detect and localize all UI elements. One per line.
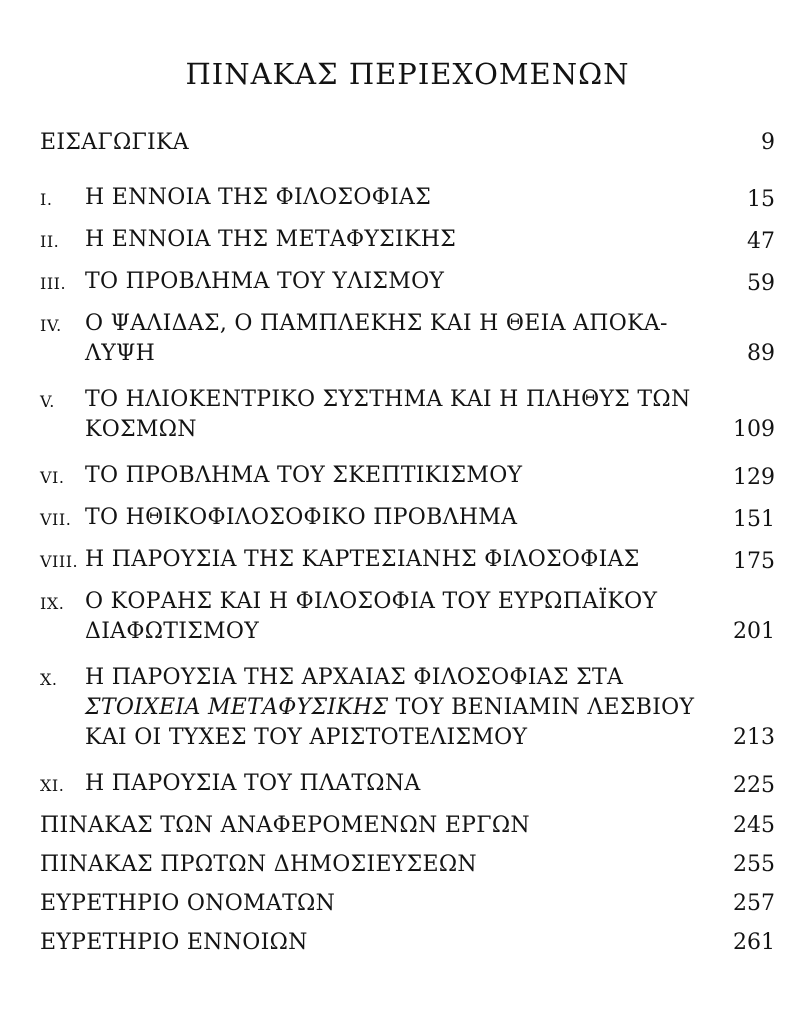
page-title: ΠΙΝΑΚΑΣ ΠΕΡΙΕΧΟΜΕΝΩΝ <box>185 57 630 91</box>
entry-line <box>85 723 723 753</box>
entry-numeral: VII. <box>40 510 72 529</box>
toc-entry <box>40 309 775 369</box>
entry-page-number: 47 <box>747 229 775 254</box>
entry-title <box>40 850 723 880</box>
entry-title-segment: ΕΥΡΕΤΗΡΙΟ ΟΝΟΜΑΤΩΝ <box>40 891 336 916</box>
entry-title <box>40 889 723 919</box>
toc-list <box>40 128 775 958</box>
entry-page-number: 225 <box>733 773 775 798</box>
entry-numeral: V. <box>40 392 55 411</box>
entry-numeral: IX. <box>40 594 65 613</box>
entry-page-number: 89 <box>747 341 775 366</box>
entry-line <box>40 850 723 880</box>
entry-line <box>85 415 723 445</box>
entry-page-number: 59 <box>747 271 775 296</box>
entry-line <box>85 339 723 369</box>
toc-entry <box>40 128 775 158</box>
entry-line <box>85 183 723 213</box>
entry-line <box>85 385 723 415</box>
entry-title-segment: ΤΟ ΗΘΙΚΟΦΙΛΟΣΟΦΙΚΟ ΠΡΟΒΛΗΜΑ <box>85 505 518 530</box>
entry-page-number: 213 <box>733 725 775 750</box>
entry-page-number: 151 <box>733 507 775 532</box>
entry-title <box>85 663 723 753</box>
toc-entry <box>40 225 775 257</box>
entry-title-segment: ΠΙΝΑΚΑΣ ΠΡΩΤΩΝ ΔΗΜΟΣΙΕΥΣΕΩΝ <box>40 852 477 877</box>
entry-page-number: 255 <box>733 852 775 877</box>
entry-title-segment: ΤΟΥ ΒΕΝΙΑΜΙΝ ΛΕΣΒΙΟΥ <box>388 695 695 720</box>
toc-entry <box>40 928 775 958</box>
entry-title <box>40 811 723 841</box>
entry-title <box>85 183 723 213</box>
entry-line <box>85 617 723 647</box>
entry-line <box>40 889 723 919</box>
entry-page-number: 201 <box>733 619 775 644</box>
entry-title-segment: Η ΠΑΡΟΥΣΙΑ ΤΟΥ ΠΛΑΤΩΝΑ <box>85 771 421 796</box>
entry-page-number: 15 <box>747 187 775 212</box>
entry-title <box>85 385 723 445</box>
entry-page-number: 175 <box>733 549 775 574</box>
entry-title-italic-segment: ΣΤΟΙΧΕΙΑ ΜΕΤΑΦΥΣΙΚΗΣ <box>85 695 389 720</box>
entry-title-segment: ΔΙΑΦΩΤΙΣΜΟΥ <box>85 619 260 644</box>
entry-title-segment: Η ΕΝΝΟΙΑ ΤΗΣ ΦΙΛΟΣΟΦΙΑΣ <box>85 185 432 210</box>
entry-title <box>85 587 723 647</box>
entry-numeral: XI. <box>40 776 65 795</box>
entry-title <box>85 267 723 297</box>
entry-page-number: 245 <box>733 813 775 838</box>
entry-title <box>40 928 723 958</box>
toc-entry <box>40 183 775 215</box>
toc-entry <box>40 587 775 647</box>
entry-line <box>85 693 723 723</box>
entry-numeral: II. <box>40 232 60 251</box>
entry-numeral: IV. <box>40 316 62 335</box>
entry-numeral: III. <box>40 274 67 293</box>
entry-title-segment: ΕΥΡΕΤΗΡΙΟ ΕΝΝΟΙΩΝ <box>40 930 308 955</box>
entry-page-number: 261 <box>733 930 775 955</box>
entry-line <box>85 309 723 339</box>
entry-line <box>85 503 723 533</box>
entry-page-number: 109 <box>733 417 775 442</box>
entry-line <box>85 769 723 799</box>
entry-title <box>40 128 723 158</box>
entry-page-number: 257 <box>733 891 775 916</box>
entry-numeral: VI. <box>40 468 65 487</box>
entry-numeral: X. <box>40 670 58 689</box>
entry-line <box>40 128 723 158</box>
entry-title-segment: ΤΟ ΠΡΟΒΛΗΜΑ ΤΟΥ ΣΚΕΠΤΙΚΙΣΜΟΥ <box>85 463 523 488</box>
entry-line <box>85 267 723 297</box>
entry-title-segment: Η ΠΑΡΟΥΣΙΑ ΤΗΣ ΚΑΡΤΕΣΙΑΝΗΣ ΦΙΛΟΣΟΦΙΑΣ <box>85 547 640 572</box>
entry-page-number: 9 <box>761 130 775 155</box>
toc-entry <box>40 889 775 919</box>
entry-line <box>85 461 723 491</box>
entry-title-segment: ΤΟ ΠΡΟΒΛΗΜΑ ΤΟΥ ΥΛΙΣΜΟΥ <box>85 269 445 294</box>
entry-line <box>40 811 723 841</box>
entry-title <box>85 545 723 575</box>
toc-entry <box>40 545 775 577</box>
entry-title-segment: Ο ΨΑΛΙΔΑΣ, Ο ΠΑΜΠΛΕΚΗΣ ΚΑΙ Η ΘΕΙΑ ΑΠΟΚΑ- <box>85 311 668 336</box>
toc-entry <box>40 461 775 493</box>
entry-title-segment: Η ΠΑΡΟΥΣΙΑ ΤΗΣ ΑΡΧΑΙΑΣ ΦΙΛΟΣΟΦΙΑΣ ΣΤΑ <box>85 665 624 690</box>
toc-entry <box>40 811 775 841</box>
entry-line <box>40 928 723 958</box>
entry-title <box>85 503 723 533</box>
toc-entry <box>40 503 775 535</box>
toc-entry <box>40 850 775 880</box>
entry-numeral: VIII. <box>40 552 79 571</box>
entry-line <box>85 545 723 575</box>
entry-title-segment: ΠΙΝΑΚΑΣ ΤΩΝ ΑΝΑΦΕΡΟΜΕΝΩΝ ΕΡΓΩΝ <box>40 813 530 838</box>
toc-entry <box>40 267 775 299</box>
entry-title-segment: Ο ΚΟΡΑΗΣ ΚΑΙ Η ΦΙΛΟΣΟΦΙΑ ΤΟΥ ΕΥΡΩΠΑΪΚΟΥ <box>85 589 658 614</box>
entry-numeral: I. <box>40 190 53 209</box>
entry-title-segment: ΛΥΨΗ <box>85 341 156 366</box>
entry-title-segment: ΤΟ ΗΛΙΟΚΕΝΤΡΙΚΟ ΣΥΣΤΗΜΑ ΚΑΙ Η ΠΛΗΘΥΣ ΤΩΝ <box>85 387 691 412</box>
entry-title-segment: ΚΑΙ ΟΙ ΤΥΧΕΣ ΤΟΥ ΑΡΙΣΤΟΤΕΛΙΣΜΟΥ <box>85 725 528 750</box>
entry-title <box>85 225 723 255</box>
entry-line <box>85 587 723 617</box>
entry-title-segment: ΚΟΣΜΩΝ <box>85 417 197 442</box>
entry-page-number: 129 <box>733 465 775 490</box>
entry-title <box>85 769 723 799</box>
entry-title <box>85 309 723 369</box>
entry-line <box>85 225 723 255</box>
entry-title <box>85 461 723 491</box>
toc-entry <box>40 385 775 445</box>
entry-title-segment: Η ΕΝΝΟΙΑ ΤΗΣ ΜΕΤΑΦΥΣΙΚΗΣ <box>85 227 457 252</box>
entry-line <box>85 663 723 693</box>
toc-entry <box>40 663 775 753</box>
entry-title-segment: ΕΙΣΑΓΩΓΙΚΑ <box>40 130 189 155</box>
toc-entry <box>40 769 775 801</box>
